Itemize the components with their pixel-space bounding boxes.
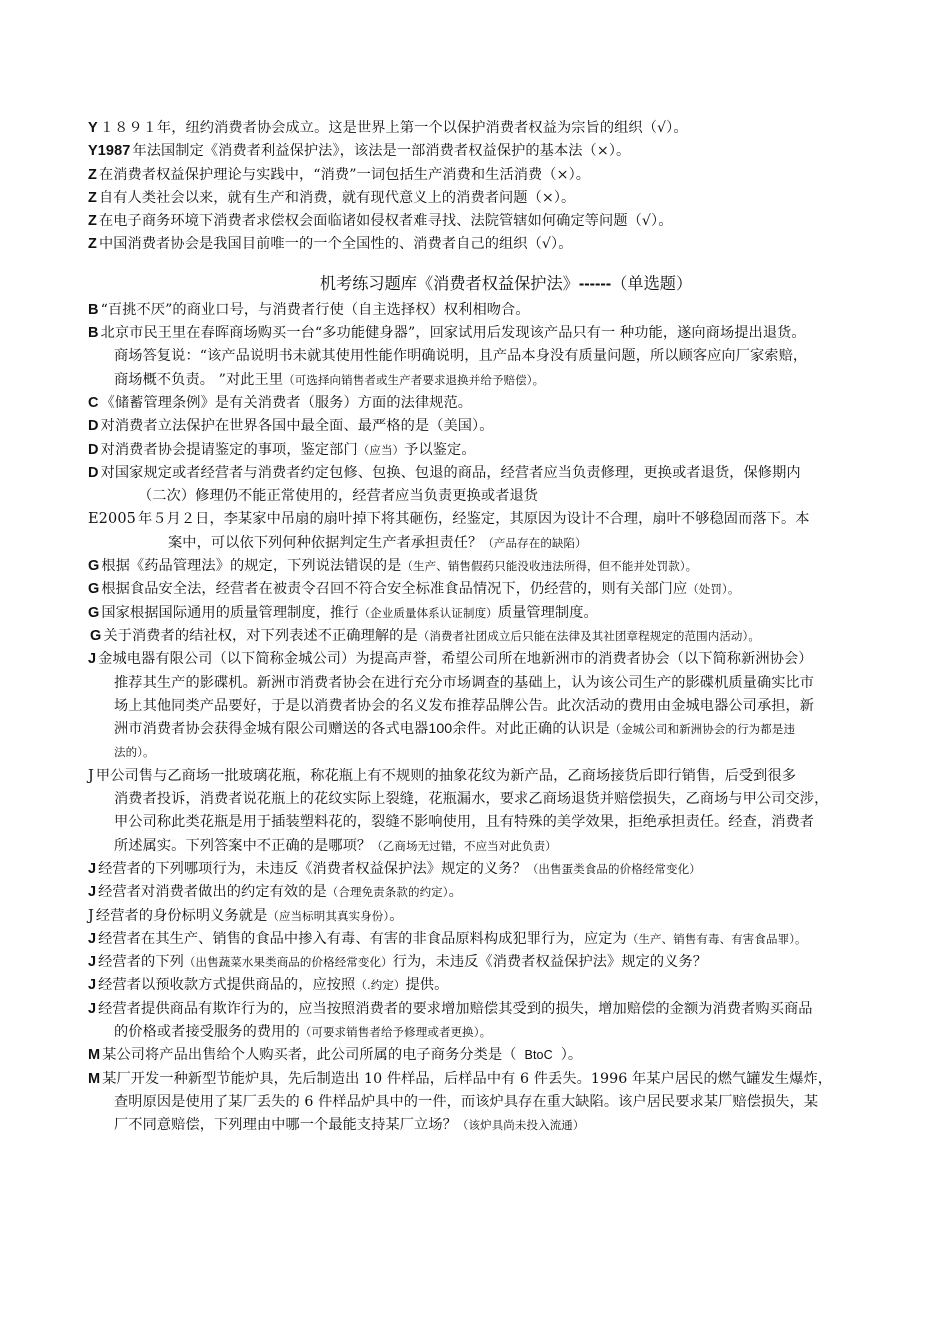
question-item (88, 555, 924, 578)
item-answer: BtoC (524, 1048, 553, 1063)
judgment-item (88, 233, 924, 256)
item-text: 某厂开发一种新型节能炉具，先后制造出 10 件样品，后样品中有 6 件丢失。1996 年某户居民的燃气罐发生爆炸， (102, 1070, 833, 1087)
item-text: 。 (389, 907, 404, 924)
item-answer: （.约定） (355, 978, 406, 993)
question-item (88, 508, 924, 555)
item-letter: J (88, 977, 97, 994)
item-text: 经营者以预收款方式提供商品的，应按照 (98, 977, 356, 994)
item-letter: J (88, 767, 94, 784)
item-text: 经营者在其生产、销售的食品中掺入有毒、有害的非食品原料构成犯罪行为，应定为 (98, 930, 627, 947)
item-answer: （处罚）。 (687, 582, 740, 597)
item-answer: （可要求销售者给予修理或者更换）。 (299, 1024, 492, 1039)
question-item (88, 951, 924, 974)
heading-tail: （单选题） (611, 273, 693, 293)
question-item (88, 322, 924, 392)
item-text: 根据食品安全法，经营者在被责令召回不符合安全标准食品情况下，仍经营的，则有关部门应 (101, 581, 688, 598)
item-answer: （消费者社团成立后只能在法律及其社团章程规定的范围内活动）。 (417, 628, 760, 643)
item-text: 中国消费者协会是我国目前唯一的一个全国性的、消费者自己的组织（√）。 (98, 236, 573, 253)
item-number: 100 (428, 721, 453, 738)
item-text: 在消费者权益保护理论与实践中，“消费”一词包括生产消费和生活消费（×）。 (98, 166, 591, 183)
item-letter: G (90, 627, 102, 644)
item-answer: （产品存在的缺陷） (482, 535, 587, 550)
item-letter: Y1987 (88, 143, 131, 160)
item-answer: （乙商场无过错，不应当对此负责） (371, 838, 557, 853)
item-text: 商场答复说：“该产品说明书未就其使用性能作明确说明，且产品本身没有质量问题，所以顾客应向厂家索赔， (114, 348, 808, 365)
item-text: （二次）修理仍不能正常使用的，经营者应当负责更换或者退货 (138, 488, 539, 505)
question-item (88, 905, 924, 928)
heading-dashes: ------ (578, 274, 612, 293)
item-text: 对国家规定或者经营者与消费者约定包修、包换、包退的商品，经营者应当负责修理，更换或者退货，保修期内 (100, 464, 801, 481)
item-text: 经营者的下列哪项行为，未违反《消费者权益保护法》规定的义务？ (98, 860, 527, 877)
item-text: 场上其他同类产品要好，于是以消费者协会的名义发布推荐品牌公告。此次活动的费用由金城电器公司承担，新 (114, 697, 815, 714)
item-letter: J (88, 884, 97, 901)
item-text: ）。 (560, 1047, 583, 1064)
item-letter: J (88, 930, 97, 947)
item-text: 提供。 (405, 977, 449, 994)
item-text: 甲公司称此类花瓶是用于插装塑料花的，裂缝不影响使用，且有特殊的美学效果，拒绝承担责任。经查，消费者 (114, 814, 815, 831)
item-text: 经营者的身份标明义务就是 (95, 907, 268, 924)
section-heading (88, 271, 924, 297)
item-letter: Z (88, 189, 97, 206)
item-letter: G (88, 558, 100, 575)
item-text: 经营者的下列 (98, 954, 184, 971)
item-letter: J (88, 651, 97, 668)
item-letter: B (88, 301, 99, 318)
item-text: 根据《药品管理法》的规定，下列说法错误的是 (101, 558, 402, 575)
question-item (88, 415, 924, 438)
judgment-item (88, 210, 924, 233)
heading-main: 机考练习题库《消费者权益保护法》 (319, 273, 579, 293)
question-item (88, 602, 924, 625)
item-letter: J (88, 907, 94, 924)
item-letter: Z (88, 166, 97, 183)
item-text: 。 (448, 884, 463, 901)
item-text: 商场概不负责。 ”对此王里 (114, 371, 284, 388)
item-text: 关于消费者的结社权，对下列表述不正确理解的是 (103, 627, 418, 644)
item-text: “百挑不厌”的商业口号，与消费者行使（自主选择权）权利相吻合。 (100, 301, 530, 318)
item-letter: J (88, 1000, 97, 1017)
item-letter: D (88, 464, 99, 481)
item-text: 经营者提供商品有欺诈行为的，应当按照消费者的要求增加赔偿其受到的损失，增加赔偿的金额为消费者购买商品 (98, 1000, 813, 1017)
question-item (88, 299, 924, 322)
item-text: 对消费者协会提请鉴定的事项，鉴定部门 (100, 441, 358, 458)
item-text: 余件。对此正确的认识是 (452, 721, 610, 738)
item-text: 厂不同意赔偿，下列理由中哪一个最能支持某厂立场？ (114, 1117, 457, 1134)
question-item (88, 439, 924, 462)
item-text: 所述属实。下列答案中不正确的是哪项？ (114, 837, 372, 854)
question-item (88, 765, 924, 858)
item-letter: Y (88, 120, 98, 136)
item-answer: （该炉具尚未投入流通） (456, 1118, 585, 1133)
item-letter: Z (88, 236, 97, 253)
item-answer: （可选择向销售者或生产者要求退换并给予赔偿）。 (283, 372, 545, 387)
item-letter: G (88, 581, 100, 598)
item-text: 查明原因是使用了某厂丢失的 6 件样品炉具中的一件，而该炉具存在重大缺陷。该户居民要求某厂赔偿损失，某 (114, 1093, 819, 1110)
item-answer: 法的）。 (114, 745, 155, 760)
item-text: 某公司将产品出售给个人购买者，此公司所属的电子商务分类是（ (102, 1047, 517, 1064)
item-text: 行为，未违反《消费者权益保护法》规定的义务？ (392, 954, 708, 971)
item-text: 自有人类社会以来，就有生产和消费，就有现代意义上的消费者问题（×）。 (98, 189, 576, 206)
item-text: 北京市民王里在春晖商场购买一台“多功能健身器”，回家试用后发现该产品只有一 种功能，遂向商场提出退货。 (100, 325, 806, 342)
question-item (88, 392, 924, 415)
question-item (88, 974, 924, 997)
item-letter: B (88, 325, 99, 342)
item-letter: G (88, 604, 100, 621)
item-text: 质量管理制度。 (497, 604, 598, 621)
item-answer: （合理免责条款的约定） (326, 885, 449, 900)
judgment-item (88, 140, 924, 163)
item-letter: M (88, 1047, 101, 1064)
question-item (88, 998, 924, 1045)
item-text: 年５月２日，李某家中吊扇的扇叶掉下将其砸伤，经鉴定，其原因为设计不合理，扇叶不够稳固而落下。本 (138, 511, 810, 528)
question-item (88, 858, 924, 881)
item-answer: （出售蛋类食品的价格经常变化） (526, 861, 701, 876)
question-item (88, 881, 924, 904)
item-answer: （生产、销售假药只能没收违法所得，但不能并处罚款）。 (401, 559, 698, 574)
item-text: 年法国制定《消费者利益保护法》，该法是一部消费者权益保护的基本法（×）。 (132, 143, 631, 160)
document-page (88, 117, 924, 1137)
item-text: 予以鉴定。 (404, 441, 476, 458)
question-item (88, 625, 924, 648)
item-text: 的价格或者接受服务的费用的 (114, 1023, 300, 1040)
item-text: 经营者对消费者做出的约定有效的是 (98, 884, 327, 901)
item-text: 国家根据国际通用的质量管理制度，推行 (101, 604, 359, 621)
judgment-item (88, 187, 924, 210)
item-letter: M (88, 1070, 101, 1087)
item-letter: J (88, 860, 97, 877)
item-answer: （企业质量体系认证制度） (358, 605, 498, 620)
item-text: 在电子商务环境下消费者求偿权会面临诸如侵权者难寻找、法院管辖如何确定等问题（√）。 (98, 213, 673, 230)
item-answer: （应当标明其真实身份） (267, 908, 390, 923)
item-text: 案中，可以依下列何种依据判定生产者承担责任？ (168, 534, 483, 551)
item-answer: （出售蔬菜水果类商品的价格经常变化） (183, 955, 393, 970)
item-text: 《储蓄管理条例》是有关消费者（服务）方面的法律规范。 (100, 394, 473, 411)
item-letter: C (88, 394, 99, 411)
item-text: 推荐其生产的影碟机。新洲市消费者协会在进行充分市场调查的基础上，认为该公司生产的影碟机质量确实比市 (114, 674, 815, 691)
item-text: 金城电器有限公司（以下简称金城公司）为提高声誉，希望公司所在地新洲市的消费者协会（以下简称新洲协会） (98, 651, 813, 668)
judgment-item (88, 164, 924, 187)
item-answer: （应当） (357, 442, 405, 457)
question-item (88, 648, 924, 764)
item-letter: D (88, 418, 99, 435)
question-item (88, 1068, 924, 1138)
item-text: 消费者投诉，消费者说花瓶上的花纹实际上裂缝，花瓶漏水，要求乙商场退货并赔偿损失，乙商场与甲公司交涉， (114, 791, 829, 808)
item-text: 洲市消费者协会获得金城有限公司赠送的各式电器 (114, 721, 429, 738)
item-answer: （生产、销售有毒、有害食品罪）。 (626, 931, 807, 946)
item-text: 对消费者立法保护在世界各国中最全面、最严格的是（美国）。 (100, 418, 494, 435)
item-text: 甲公司售与乙商场一批玻璃花瓶，称花瓶上有不规则的抽象花纹为新产品，乙商场接货后即行销售，后受到很多 (95, 767, 797, 784)
item-letter: D (88, 441, 99, 458)
question-item (88, 928, 924, 951)
item-letter: J (88, 954, 97, 971)
item-answer: （金城公司和新洲协会的行为都是违 (609, 722, 796, 737)
judgment-item (88, 117, 924, 140)
question-item (88, 1044, 924, 1067)
item-letter: E2005 (88, 511, 136, 528)
question-item (88, 462, 924, 509)
item-letter: Z (88, 213, 97, 230)
question-item (88, 578, 924, 601)
item-text: １８９１年，纽约消费者协会成立。这是世界上第一个以保护消费者权益为宗旨的组织（√）。 (99, 120, 688, 136)
